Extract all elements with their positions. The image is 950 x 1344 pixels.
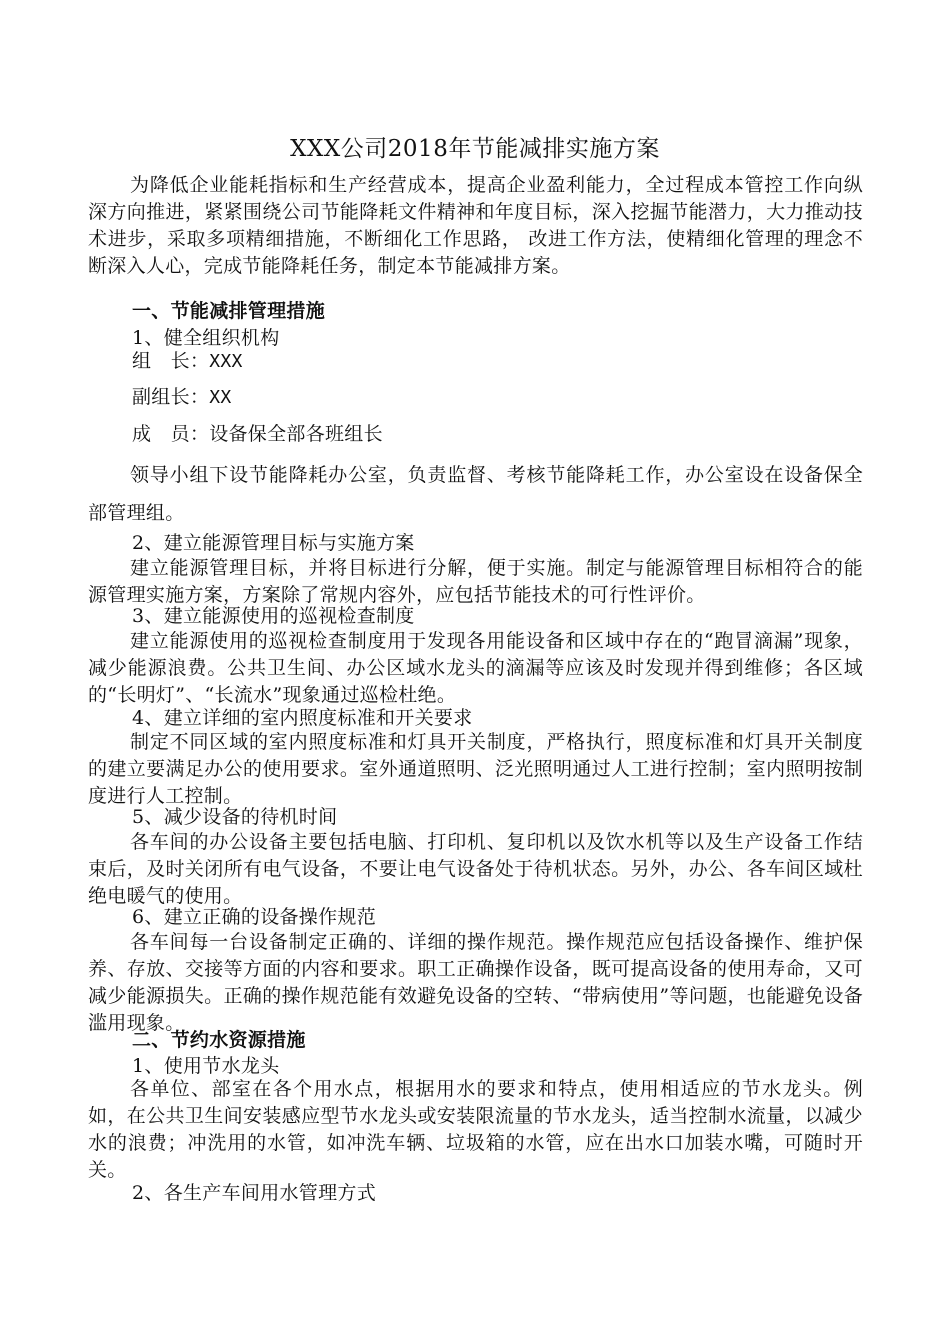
section1-item1-title: 1、健全组织机构	[132, 327, 280, 349]
deputy-row	[132, 384, 872, 411]
office-paragraph: 领导小组下设节能降耗办公室，负责监督、考核节能降耗工作，办公室设在设备保全部管理组。	[88, 464, 863, 524]
document-title: XXX公司2018年节能减排实施方案	[290, 136, 660, 162]
leader-row	[132, 348, 872, 375]
member-label: 成 员：	[132, 423, 210, 445]
section1-item6-text: 各车间每一台设备制定正确的、详细的操作规范。操作规范应包括设备操作、维护保养、存放、交接等方面的内容和要求。职工正确操作设备，既可提高设备的使用寿命，又可减少能源损失。正确的操作规范能有效避免设备的空转、“带病使用”等问题，也能避免设备滥用现象。	[88, 931, 863, 1034]
section1-item5-title: 5、减少设备的待机时间	[132, 806, 338, 828]
leader-label: 组 长：	[132, 350, 210, 372]
section1-item5-text: 各车间的办公设备主要包括电脑、打印机、复印机以及饮水机等以及生产设备工作结束后，及时关闭所有电气设备，不要让电气设备处于待机状态。另外，办公、各车间区域杜绝电暖气的使用。	[88, 831, 863, 907]
section1-item4-text: 制定不同区域的室内照度标准和灯具开关制度，严格执行，照度标准和灯具开关制度的建立要满足办公的使用要求。室外通道照明、泛光照明通过人工进行控制；室内照明按制度进行人工控制。	[88, 731, 863, 807]
member-value: 设备保全部各班组长	[209, 423, 383, 445]
section2-heading: 二、节约水资源措施	[132, 1029, 306, 1051]
section1-item2-title: 2、建立能源管理目标与实施方案	[132, 532, 415, 554]
member-row	[132, 421, 872, 448]
section1-item4-title: 4、建立详细的室内照度标准和开关要求	[132, 707, 473, 729]
section1-item2-text: 建立能源管理目标，并将目标进行分解，便于实施。制定与能源管理目标相符合的能源管理实施方案，方案除了常规内容外，应包括节能技术的可行性评价。	[88, 557, 863, 606]
intro-paragraph: 为降低企业能耗指标和生产经营成本，提高企业盈利能力，全过程成本管控工作向纵深方向推进，紧紧围绕公司节能降耗文件精神和年度目标，深入挖掘节能潜力，大力推动技术进步，采取多项精细措施，不断细化工作思路， 改进工作方法，使精细化管理的理念不断深入人心，完成节能降耗任务，制定本节能减排方案。	[88, 174, 863, 277]
section2-item2-title: 2、各生产车间用水管理方式	[132, 1182, 376, 1204]
section2-item1-title: 1、使用节水龙头	[132, 1055, 280, 1077]
section1-item6-title: 6、建立正确的设备操作规范	[132, 906, 376, 928]
deputy-value: XX	[209, 387, 232, 408]
leader-value: XXX	[209, 351, 243, 372]
deputy-label: 副组长：	[132, 386, 210, 408]
section1-heading: 一、节能减排管理措施	[132, 300, 326, 322]
section2-item1-text: 各单位、部室在各个用水点，根据用水的要求和特点，使用相适应的节水龙头。例如，在公共卫生间安装感应型节水龙头或安装限流量的节水龙头，适当控制水流量，以减少水的浪费；冲洗用的水管，如冲洗车辆、垃圾箱的水管，应在出水口加装水嘴，可随时开关。	[88, 1078, 863, 1181]
section1-item3-title: 3、建立能源使用的巡视检查制度	[132, 605, 415, 627]
section1-item3-text: 建立能源使用的巡视检查制度用于发现各用能设备和区域中存在的“跑冒滴漏”现象，减少能源浪费。公共卫生间、办公区域水龙头的滴漏等应该及时发现并得到维修；各区域的“长明灯”、“长流水”现象通过巡检杜绝。	[88, 630, 863, 706]
